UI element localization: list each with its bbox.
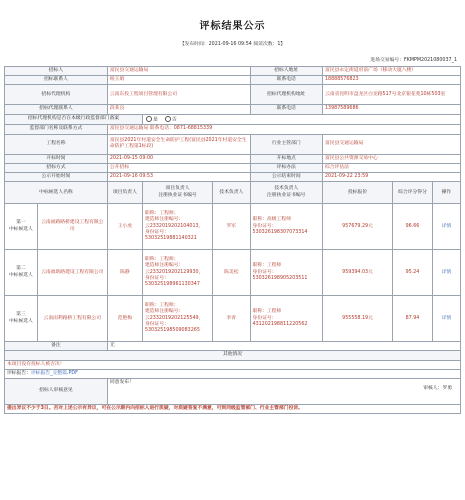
filing-label: 招标代理机构是否在本级行政监督部门备案 xyxy=(5,114,143,125)
project-label: 工程名称 xyxy=(5,134,108,154)
supervisor-label: 监督部门名称及联系方式 xyxy=(5,125,108,134)
candidate-pm: 陈静 xyxy=(107,250,142,296)
candidate-pm-info: 职称：工程师； 建造师注册编号： 云2332019202125549， 身份证号： 530325198509083265 xyxy=(142,296,212,342)
row-publicity xyxy=(5,172,461,181)
open-place-label: 开标地点 xyxy=(250,154,322,163)
remark-label: 备注 xyxy=(5,342,108,351)
row-report xyxy=(5,369,461,378)
row-tenderer-contact xyxy=(5,76,461,85)
agency-value: 云南东投工程项目管理有限公司 xyxy=(107,85,250,105)
method-label: 招标方式 xyxy=(5,163,108,172)
candidate-pm-info: 职称：工程师； 建造师注册编号： 云2332019202129930， 身份证号： 530325198961130347 xyxy=(142,250,212,296)
open-place-value: 富民县公共资源交易中心 xyxy=(322,154,460,163)
result-table xyxy=(4,66,461,414)
tenderer-contact-label: 招标联系人 xyxy=(5,76,108,85)
candidate-tech-info: 职称：高级工程师 身份证号： 530326198307073314 xyxy=(250,204,322,250)
candidate-tech: 罗军 xyxy=(213,204,250,250)
candidate-tech-info: 职称：工程师 身份证号： 431202198811220562 xyxy=(250,296,322,342)
remark-value: 无 xyxy=(107,342,460,351)
candidate-tech: 陈美松 xyxy=(213,250,250,296)
candidate-row-1 xyxy=(5,204,461,250)
reviewer-name: 审核人：罗勇 xyxy=(423,386,452,392)
header-tech-info: 技术负责人 注册执业证书编号 xyxy=(250,182,322,204)
candidate-rank: 第三 中标候选人 xyxy=(5,296,38,342)
candidate-bid: 959394.03元 xyxy=(322,250,392,296)
agency-phone-value: 13987589686 xyxy=(322,105,460,114)
header-rank: 中标候选人名称 xyxy=(5,182,108,204)
open-time-label: 开标时间 xyxy=(5,154,108,163)
notice-text: 提出异议不少于3日。否对上述公示有异议，可在公示期内向招标人进行质疑，对质疑答复不满意，可到同级监管部门、行业主管部门投诉。 xyxy=(5,404,461,413)
report-label: 评标报告： xyxy=(7,370,31,376)
pub-end-value: 2021-09-22 23:59 xyxy=(322,172,460,181)
row-agency-contact xyxy=(5,105,461,114)
tenderer-contact-value: 杨玉娟 xyxy=(107,76,250,85)
report-cell xyxy=(5,369,461,378)
candidate-row-3 xyxy=(5,296,461,342)
header-op: 操作 xyxy=(432,182,460,204)
candidate-name: 云南福助路建设工程有限公司 xyxy=(37,250,107,296)
tenderer-addr-label: 招标人地址 xyxy=(250,67,322,76)
filing-no: 否 xyxy=(171,117,177,123)
pub-start-value: 2021-09-16 09:53 xyxy=(107,172,250,181)
candidate-name: 云南雨利路桥工程有限公司 xyxy=(37,296,107,342)
industry-value: 富民县交通运输局 xyxy=(322,134,460,154)
candidate-score: 87.94 xyxy=(393,296,433,342)
radio-yes-icon xyxy=(146,116,152,122)
candidate-pm-info: 职称：工程师； 建造师注册编号： 云2332019202104013， 身份证号： 53032519881140321 xyxy=(142,204,212,250)
header-score: 综合评分得分 xyxy=(393,182,433,204)
review-cell xyxy=(107,378,460,404)
open-time-value: 2021-09-15 09:00 xyxy=(107,154,250,163)
agency-contact-label: 招标代理联系人 xyxy=(5,105,108,114)
tenderer-phone-value: 18888576823 xyxy=(322,76,460,85)
report-link[interactable]: 评标报告_完整篇.PDF xyxy=(31,370,78,376)
row-other-header xyxy=(5,351,461,360)
publish-meta: 【发布时间：2021-09-16 09:54 阅读次数：1】 xyxy=(179,42,286,47)
agency-addr-value: 云南省昆明市盘龙区白龙路517号北京银花苑10栋503室 xyxy=(322,85,460,105)
candidate-bid: 955558.19元 xyxy=(322,296,392,342)
candidate-score: 96.66 xyxy=(393,204,433,250)
method-value: 公开招标 xyxy=(107,163,250,172)
candidate-pm: 王小虎 xyxy=(107,204,142,250)
tenderer-addr-value: 富民县永定街道府前广场（移动大厦八楼） xyxy=(322,67,460,76)
supervisor-value: 富民县交通运输局 联系电话：0871-68815339 xyxy=(107,125,460,134)
agency-addr-label: 招标代理机构地址 xyxy=(250,85,322,105)
candidate-rank: 第一 中标候选人 xyxy=(5,204,38,250)
review-label: 招标人审核意见 xyxy=(5,378,108,404)
review-opinion: 同意发布！ xyxy=(109,379,134,385)
tenderer-value: 富民县交通运输局 xyxy=(107,67,250,76)
header-bid: 投标报价 xyxy=(322,182,392,204)
row-notice xyxy=(5,404,461,413)
tenderer-label: 招标人 xyxy=(5,67,108,76)
candidate-score: 95.24 xyxy=(393,250,433,296)
header-pm-info: 项目负责人 注册执业证书编号 xyxy=(142,182,212,204)
industry-label: 行业主管部门 xyxy=(250,134,322,154)
candidate-rank: 第二 中标候选人 xyxy=(5,250,38,296)
other-text: 本项目没有投标人被否决！ xyxy=(5,360,461,369)
candidate-header xyxy=(5,182,461,204)
candidate-bid: 957679.29元 xyxy=(322,204,392,250)
row-other xyxy=(5,360,461,369)
pub-end-label: 公示结束时间 xyxy=(250,172,322,181)
radio-no-icon xyxy=(165,116,171,122)
page-title: 评标结果公示 xyxy=(199,21,266,32)
filing-options xyxy=(142,114,460,125)
other-label: 其他情况 xyxy=(5,351,461,360)
candidate-detail-link[interactable]: 详情 xyxy=(432,204,460,250)
row-review xyxy=(5,378,461,404)
candidate-detail-link[interactable]: 详情 xyxy=(432,250,460,296)
eval-value: 综合评估法 xyxy=(322,163,460,172)
row-filing xyxy=(5,114,461,125)
candidate-detail-link[interactable]: 详情 xyxy=(432,296,460,342)
candidate-name: 云南福路路桥建设工程有限公司 xyxy=(37,204,107,250)
row-supervisor xyxy=(5,125,461,134)
candidate-tech-info: 职称：工程师 身份证号： 530326198905203511 xyxy=(250,250,322,296)
header-pm: 项目负责人 xyxy=(107,182,142,204)
row-remark xyxy=(5,342,461,351)
row-tenderer xyxy=(5,67,461,76)
agency-phone-label: 联系电话 xyxy=(250,105,322,114)
eval-label: 评标办法 xyxy=(250,163,322,172)
candidate-pm: 范艳梅 xyxy=(107,296,142,342)
project-value: 富民县2021年村道安全生命防护工程(富民县2021年村道安全生命防护工程第1标段) xyxy=(107,134,250,154)
candidate-tech: 李青 xyxy=(213,296,250,342)
agency-label: 招标代理机构 xyxy=(5,85,108,105)
row-open xyxy=(5,154,461,163)
row-method xyxy=(5,163,461,172)
trade-number: 进场交易编号：FKMPM2021080037_1 xyxy=(370,58,457,63)
filing-yes: 是 xyxy=(152,117,158,123)
agency-contact-value: 段莱良 xyxy=(107,105,250,114)
candidate-row-2 xyxy=(5,250,461,296)
row-agency xyxy=(5,85,461,105)
tenderer-phone-label: 联系电话 xyxy=(250,76,322,85)
pub-start-label: 公示开始时间 xyxy=(5,172,108,181)
header-tech: 技术负责人 xyxy=(213,182,250,204)
row-project xyxy=(5,134,461,154)
